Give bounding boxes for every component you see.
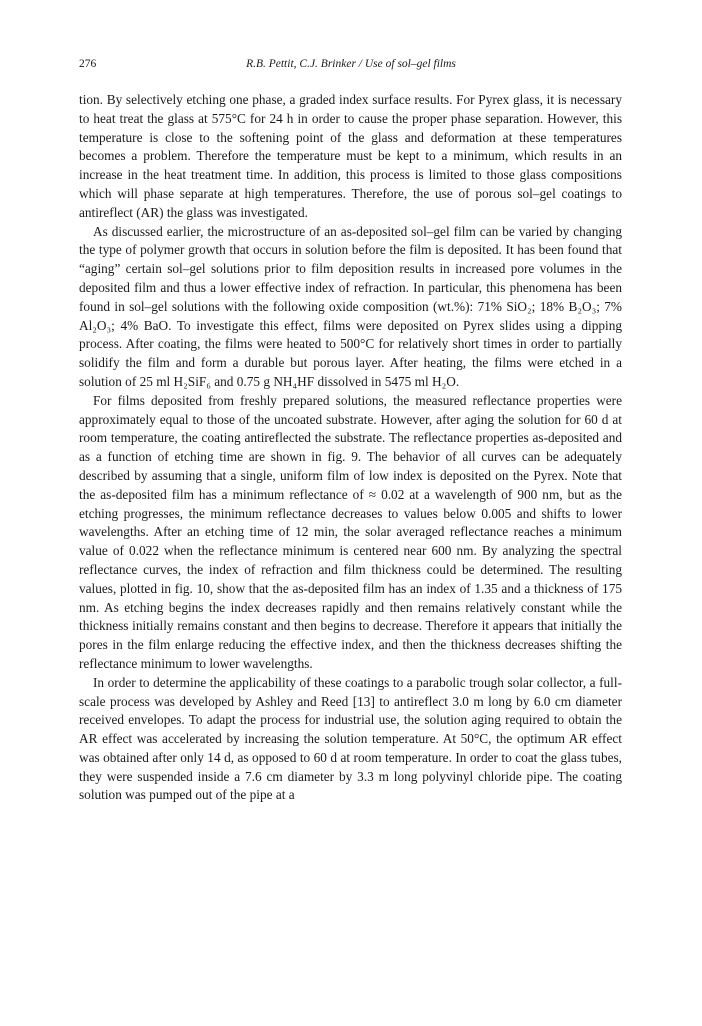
page-number: 276 [79,58,97,70]
running-title: R.B. Pettit, C.J. Brinker / Use of sol–gel films [246,58,456,70]
page-header [79,56,623,72]
paragraph-reflectance: For films deposited from freshly prepared solutions, the measured reflectance properties were approximately equal to those of the uncoated substrate. However, after aging the solution for 60 d at room temperature, the coating antireflected the substrate. The reflectance properties as-deposited and as a function of etching time are shown in fig. 9. The behavior of all curves can be adequately described by assuming that a single, uniform film of low index is deposited on the Pyrex. Note that the as-deposited film has a minimum reflectance of ≈ 0.02 at a wavelength of 900 nm, but as the etching progresses, the minimum reflectance decreases to values below 0.005 and shifts to lower wavelengths. After an etching time of 12 min, the solar averaged reflectance reaches a minimum value of 0.022 when the reflectance minimum is centered near 600 nm. By analyzing the spectral reflectance curves, the index of refraction and film thickness could be determined. The resulting values, plotted in fig. 10, show that the as-deposited film has an index of 1.35 and a thickness of 175 nm. As etching begins the index decreases rapidly and then remains relatively constant while the thickness initially remains constant and then begins to decrease. Therefore it appears that initially the pores in the film enlarge reducing the effective index, and then the thickness decreases shifting the reflectance minimum to lower wavelengths. [79,392,622,671]
body-text [79,91,622,805]
paragraph-continuation: tion. By selectively etching one phase, a graded index surface results. For Pyrex glass, it is necessary to heat treat the glass at 575°C for 24 h in order to cause the proper phase separation. However, this temperature is close to the softening point of the glass and deformation at these temperatures becomes a problem. Therefore the temperature must be kept to a minimum, which results in an increase in the heat treatment time. In addition, this process is limited to those glass compositions which will phase separate at high temperatures. Therefore, the use of porous sol–gel coatings to antireflect (AR) the glass was investigated. [79,92,622,220]
paragraph-full-scale: In order to determine the applicability of these coatings to a parabolic trough solar collector, a full-scale process was developed by Ashley and Reed [13] to antireflect 3.0 m long by 6.0 cm diameter received envelopes. To adapt the process for industrial use, the solution aging required to obtain the AR effect was accelerated by increasing the solution temperature. At 50°C, the optimum AR effect was obtained after only 14 d, as opposed to 60 d at room temperature. In order to coat the glass tubes, they were suspended inside a 7.6 cm diameter by 3.3 m long polyvinyl chloride pipe. The coating solution was pumped out of the pipe at a [79,674,622,803]
paragraph-aging: As discussed earlier, the microstructure of an as-deposited sol–gel film can be varied by changing the type of polymer growth that occurs in solution before the film is deposited. It has been found that “aging” certain sol–gel solutions prior to film deposition results in increased pore volumes in the deposited film and thus a lower effective index of refraction. In particular, this phenomena has been found in sol–gel solutions with the following oxide composition (wt.%): 71% SiO₂; 18% B₂O₃; 7% Al₂O₃; 4% BaO. To investigate this effect, films were deposited on Pyrex slides using a dipping process. After coating, the films were heated to 500°C for relatively short times in order to partially solidify the film and form a durable but porous layer. After heating, the films were etched in a solution of 25 ml H₂SiF₆ and 0.75 g NH₄HF dissolved in 5475 ml H₂O. [79,223,622,389]
